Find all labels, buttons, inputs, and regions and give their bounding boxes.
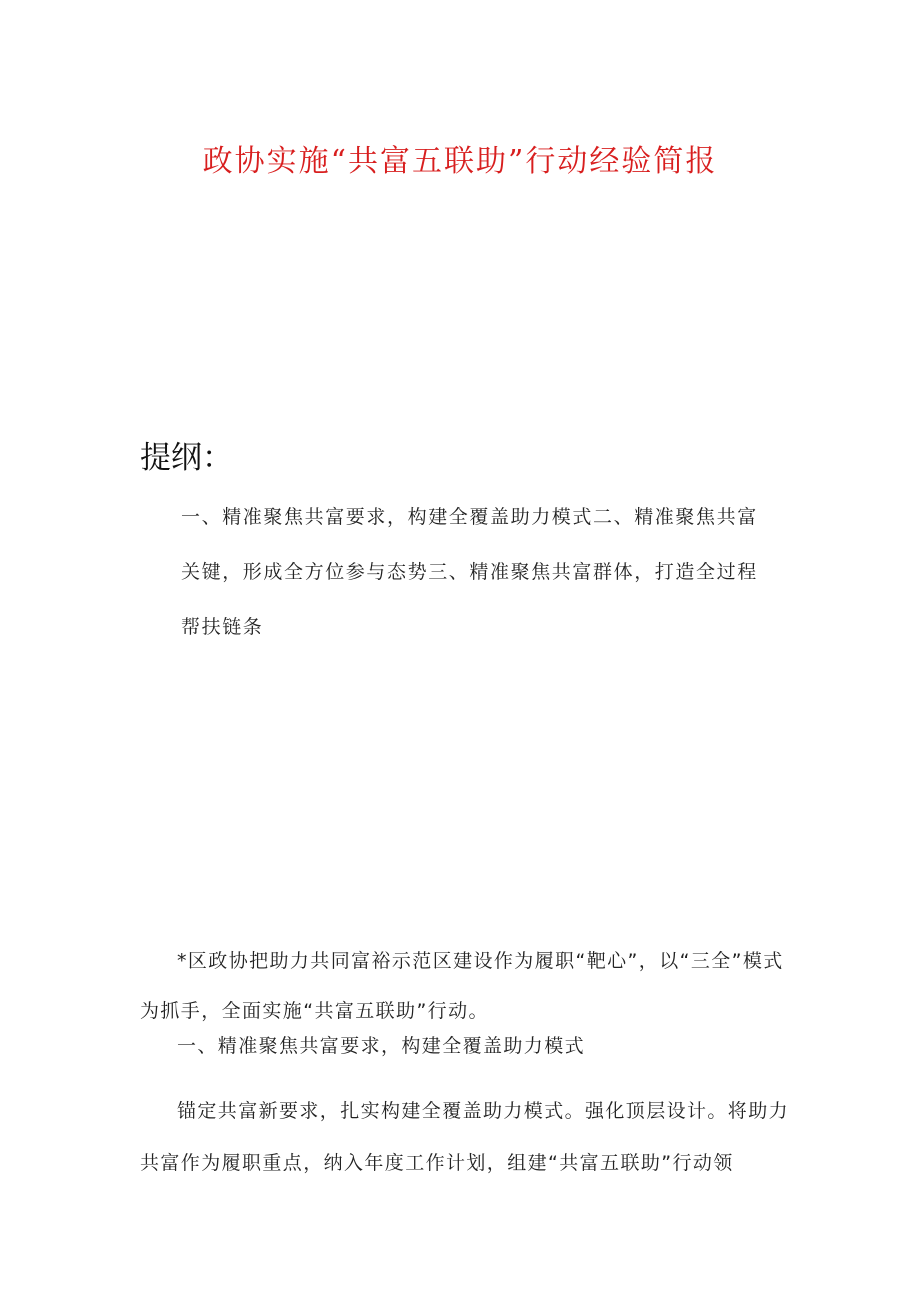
intro-paragraph: *区政协把助力共同富裕示范区建设作为履职“靶心”，以“三全”模式为抓手，全面实施“共富五联助”行动。 <box>140 950 784 1022</box>
section-one-paragraph: 锚定共富新要求，扎实构建全覆盖助力模式。强化顶层设计。将助力共富作为履职重点，纳入年度工作计划，组建“共富五联助”行动领 <box>140 1100 790 1174</box>
outline-text: 一、精准聚焦共富要求，构建全覆盖助力模式二、精准聚焦共富关键，形成全方位参与态势三、精准聚焦共富群体，打造全过程帮扶链条 <box>181 506 758 638</box>
document-title: 政协实施“共富五联助”行动经验简报 <box>202 144 718 179</box>
outline-heading: 提纲： <box>140 440 233 476</box>
section-one-heading: 一、精准聚焦共富要求，构建全覆盖助力模式 <box>177 1035 586 1057</box>
